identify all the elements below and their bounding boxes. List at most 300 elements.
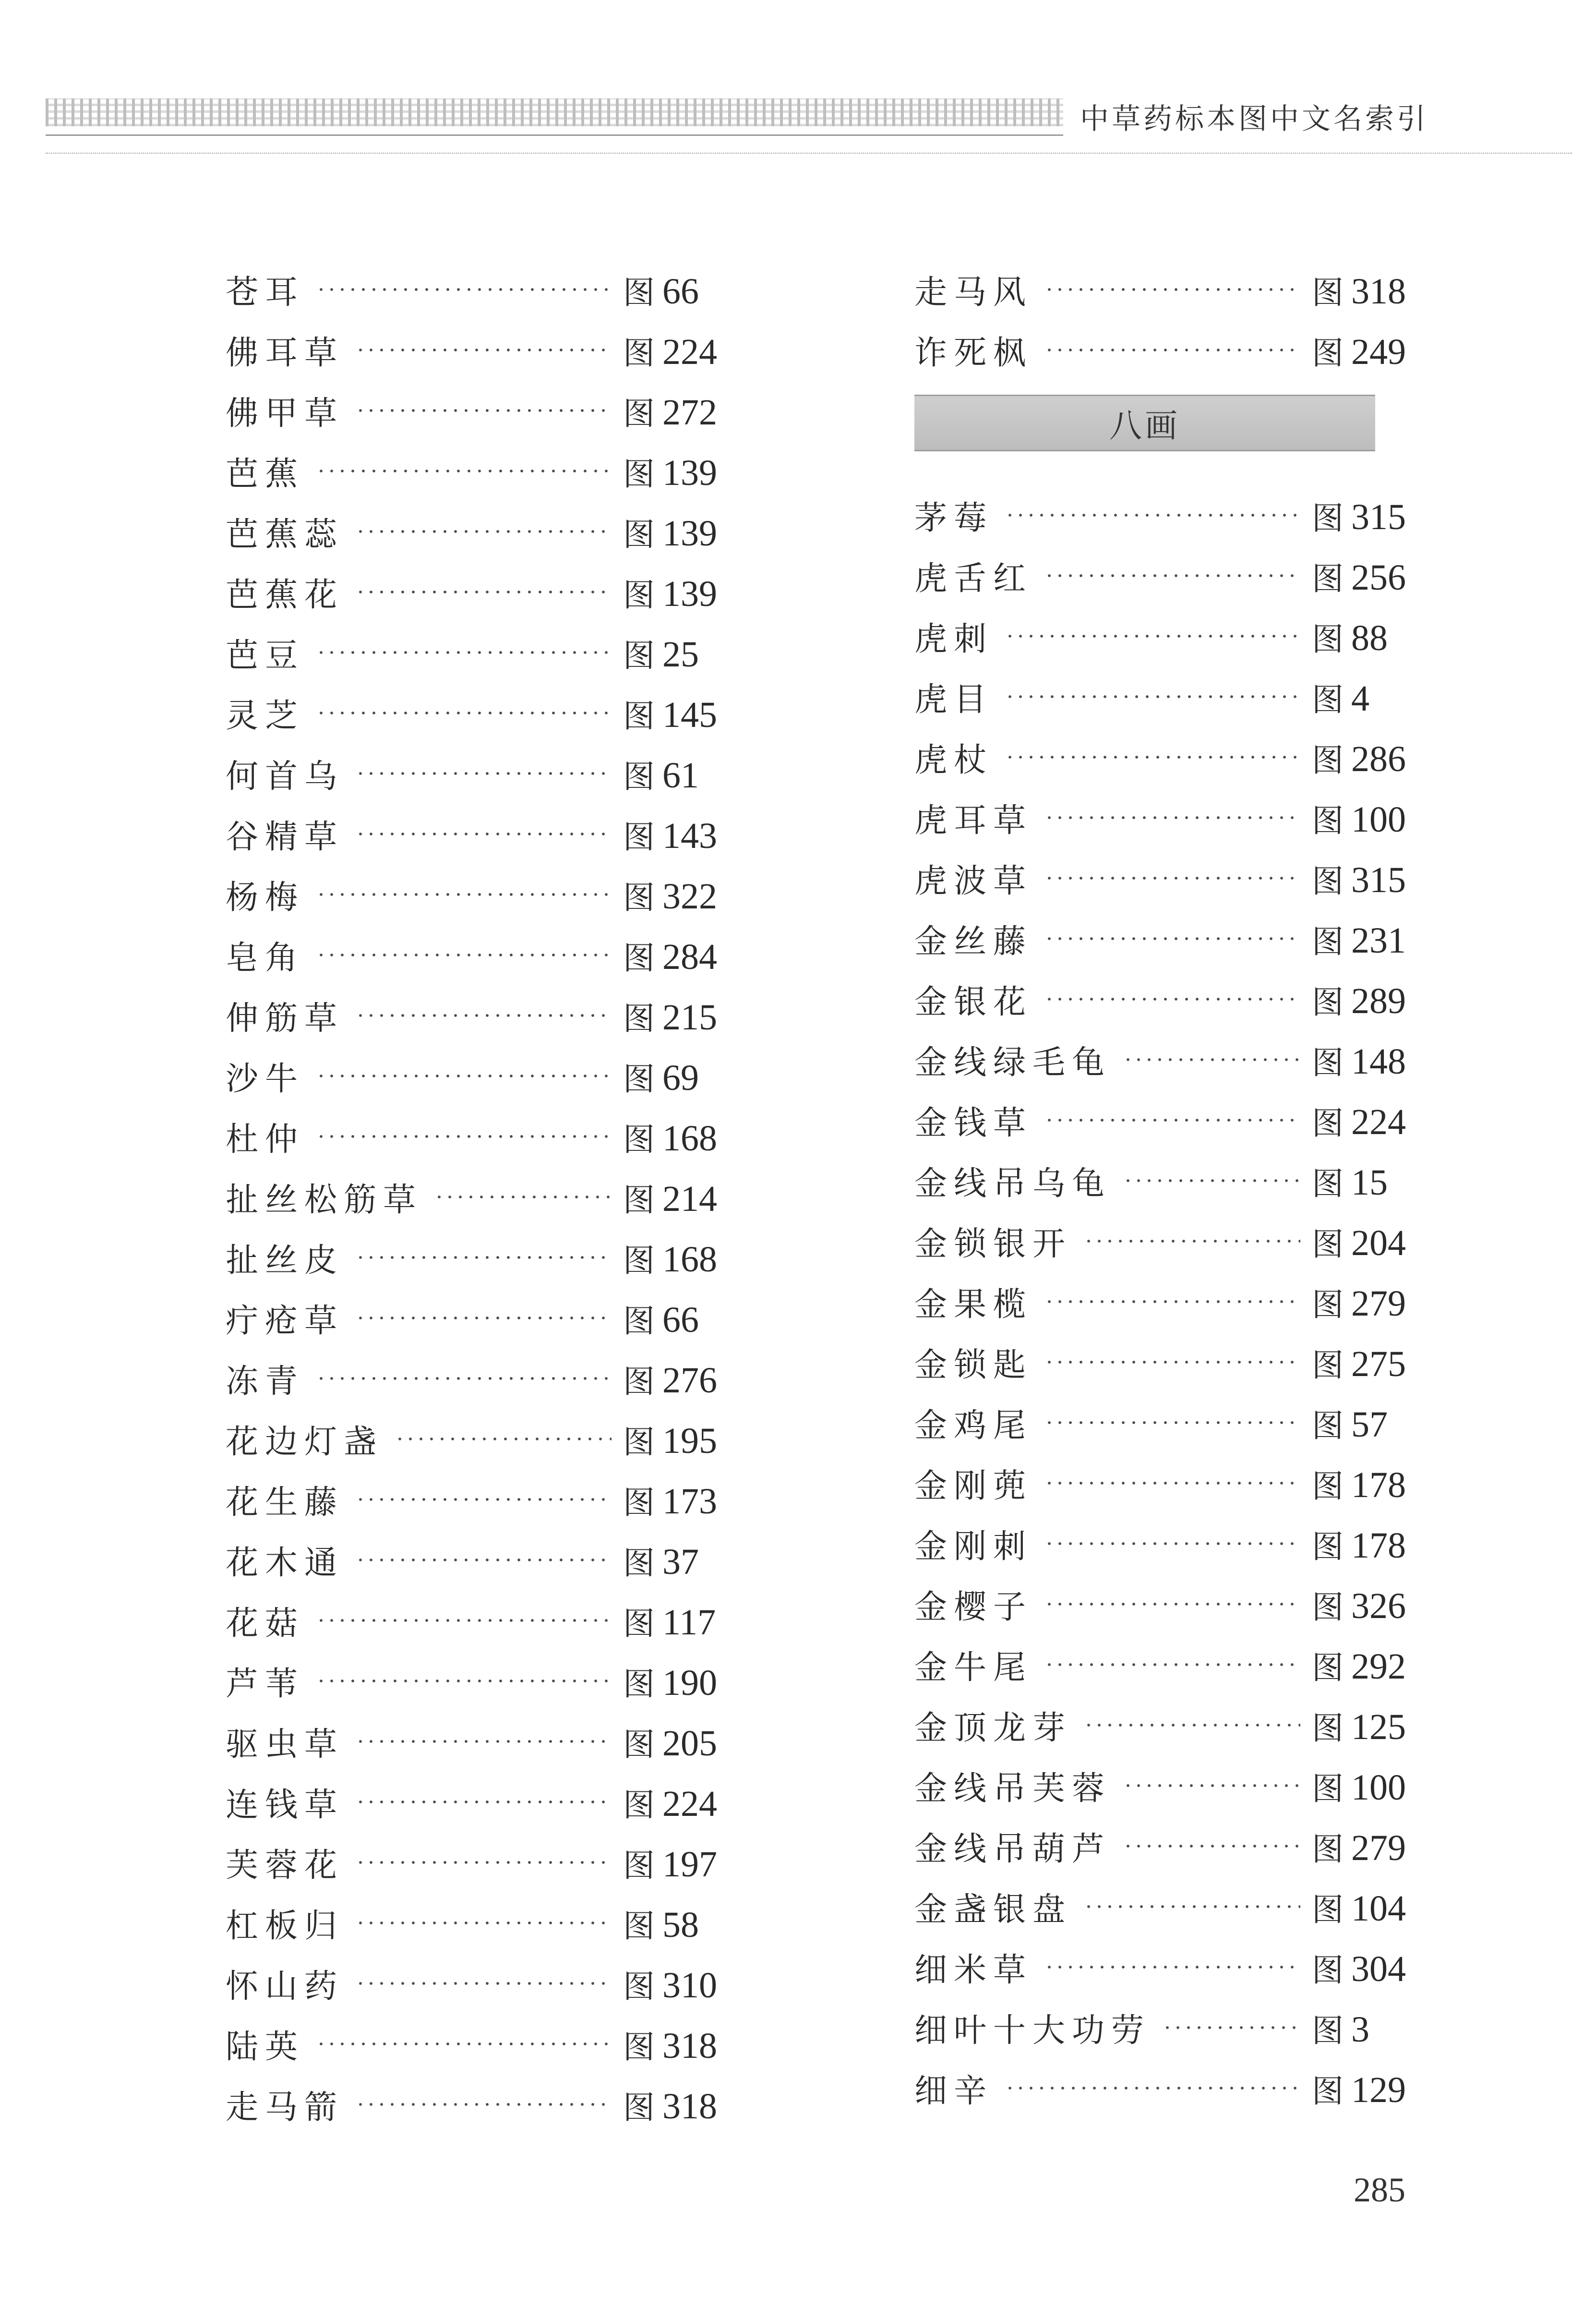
dot-leader xyxy=(1123,1179,1300,1182)
figure-prefix: 图 xyxy=(1312,2012,1344,2049)
entry-name: 细叶十大功劳 xyxy=(914,2011,1151,2050)
figure-prefix: 图 xyxy=(623,697,655,735)
figure-reference xyxy=(1312,1582,1414,1627)
entry-list xyxy=(914,485,1414,2118)
index-entry xyxy=(226,1893,725,1953)
dot-leader xyxy=(1044,574,1300,577)
figure-number: 315 xyxy=(1351,859,1406,900)
index-entry xyxy=(226,2074,725,2135)
figure-number: 197 xyxy=(662,1844,717,1885)
entry-name: 金线吊芙蓉 xyxy=(914,1769,1112,1808)
index-entry xyxy=(226,743,725,804)
dot-leader xyxy=(1044,877,1300,880)
index-entry xyxy=(226,1348,725,1409)
figure-prefix: 图 xyxy=(1312,1528,1344,1565)
dot-leader xyxy=(355,1559,612,1561)
dot-leader xyxy=(355,1740,612,1743)
index-entry xyxy=(914,1453,1414,1513)
figure-number: 231 xyxy=(1351,920,1406,961)
figure-prefix: 图 xyxy=(1312,862,1344,900)
figure-number: 15 xyxy=(1351,1162,1388,1203)
figure-reference xyxy=(1312,1945,1414,1990)
entry-name: 细米草 xyxy=(914,1951,1033,1989)
figure-number: 168 xyxy=(662,1239,717,1280)
figure-prefix: 图 xyxy=(1312,1286,1344,1323)
figure-number: 279 xyxy=(1351,1827,1406,1868)
index-entry xyxy=(914,1937,1414,1997)
index-entry xyxy=(226,1530,725,1590)
index-entry xyxy=(914,1755,1414,1816)
entry-name: 扯丝皮 xyxy=(226,1241,344,1280)
figure-number: 100 xyxy=(1351,799,1406,840)
figure-prefix: 图 xyxy=(623,1242,655,1279)
index-entry xyxy=(914,259,1414,320)
figure-reference xyxy=(1312,735,1414,780)
entry-name: 芭蕉 xyxy=(226,455,305,493)
dot-leader xyxy=(316,651,612,654)
figure-prefix: 图 xyxy=(1312,1225,1344,1263)
figure-prefix: 图 xyxy=(1312,1709,1344,1747)
figure-prefix: 图 xyxy=(623,576,655,614)
figure-number: 284 xyxy=(662,936,717,977)
page-number: 285 xyxy=(1354,2171,1405,2209)
figure-prefix: 图 xyxy=(623,1484,655,1521)
figure-reference xyxy=(623,2082,725,2127)
dot-leader xyxy=(1083,1905,1300,1908)
index-entry xyxy=(914,1695,1414,1755)
figure-number: 256 xyxy=(1351,557,1406,598)
dot-leader xyxy=(1083,1240,1300,1243)
figure-number: 100 xyxy=(1351,1767,1406,1808)
figure-prefix: 图 xyxy=(1312,1830,1344,1868)
figure-prefix: 图 xyxy=(623,1847,655,1884)
entry-name: 佛甲草 xyxy=(226,394,344,433)
dot-leader xyxy=(434,1196,612,1198)
figure-number: 224 xyxy=(662,1783,717,1824)
dot-leader xyxy=(1044,937,1300,940)
figure-reference xyxy=(1312,2005,1414,2051)
figure-number: 58 xyxy=(662,1904,699,1945)
figure-number: 204 xyxy=(1351,1222,1406,1263)
figure-prefix: 图 xyxy=(623,2028,655,2066)
figure-number: 173 xyxy=(662,1481,717,1522)
index-entry xyxy=(226,1953,725,2014)
entry-name: 疔疮草 xyxy=(226,1302,344,1340)
figure-prefix: 图 xyxy=(623,1605,655,1642)
entry-name: 扯丝松筋草 xyxy=(226,1181,423,1219)
entry-name: 虎舌红 xyxy=(914,559,1033,598)
entry-name: 芭豆 xyxy=(226,636,305,675)
index-entry xyxy=(914,320,1414,380)
dot-leader xyxy=(355,1800,612,1803)
figure-prefix: 图 xyxy=(623,274,655,311)
dot-leader xyxy=(316,893,612,896)
entry-name: 金牛尾 xyxy=(914,1648,1033,1687)
figure-prefix: 图 xyxy=(623,1907,655,1945)
figure-number: 289 xyxy=(1351,980,1406,1021)
figure-reference xyxy=(623,1961,725,2006)
figure-number: 249 xyxy=(1351,331,1406,372)
figure-prefix: 图 xyxy=(1312,1467,1344,1505)
entry-name: 冻青 xyxy=(226,1362,305,1401)
figure-prefix: 图 xyxy=(1312,1165,1344,1202)
dot-leader xyxy=(316,1135,612,1138)
figure-reference xyxy=(623,1416,725,1462)
figure-number: 69 xyxy=(662,1057,699,1098)
figure-number: 279 xyxy=(1351,1283,1406,1324)
figure-prefix: 图 xyxy=(1312,560,1344,597)
entry-name: 走马箭 xyxy=(226,2088,344,2127)
dot-leader xyxy=(316,712,612,714)
figure-prefix: 图 xyxy=(1312,681,1344,718)
entry-name: 虎波草 xyxy=(914,862,1033,900)
figure-prefix: 图 xyxy=(623,395,655,432)
index-entry xyxy=(226,1106,725,1167)
index-entry xyxy=(914,1150,1414,1211)
figure-reference xyxy=(623,690,725,736)
figure-number: 61 xyxy=(662,755,699,796)
figure-number: 292 xyxy=(1351,1646,1406,1687)
index-entry xyxy=(914,969,1414,1029)
entry-name: 苍耳 xyxy=(226,273,305,312)
entry-name: 怀山药 xyxy=(226,1967,344,2006)
figure-reference xyxy=(1312,1037,1414,1083)
running-title: 中草药标本图中文名索引 xyxy=(1080,102,1428,136)
figure-reference xyxy=(623,1537,725,1583)
entry-name: 金盏银盘 xyxy=(914,1890,1072,1929)
figure-reference xyxy=(1312,1884,1414,1930)
dot-leader xyxy=(355,591,612,593)
dot-leader xyxy=(1083,1724,1300,1727)
figure-reference xyxy=(1312,977,1414,1022)
figure-reference xyxy=(623,388,725,434)
figure-reference xyxy=(1312,1521,1414,1567)
entry-name: 花边灯盏 xyxy=(226,1423,384,1461)
figure-number: 178 xyxy=(1351,1525,1406,1566)
figure-reference xyxy=(623,1900,725,1946)
header-rule xyxy=(46,134,1063,136)
figure-prefix: 图 xyxy=(1312,620,1344,658)
dot-leader xyxy=(316,1680,612,1682)
figure-number: 322 xyxy=(662,876,717,917)
figure-reference xyxy=(623,1356,725,1402)
figure-reference xyxy=(1312,1824,1414,1869)
figure-reference xyxy=(623,932,725,978)
figure-prefix: 图 xyxy=(1312,1346,1344,1384)
figure-number: 104 xyxy=(1351,1888,1406,1929)
figure-reference xyxy=(1312,1703,1414,1748)
figure-number: 315 xyxy=(1351,496,1406,537)
entry-list xyxy=(226,259,725,2135)
index-entry xyxy=(226,562,725,622)
index-entry xyxy=(914,1876,1414,1937)
dot-leader xyxy=(355,2103,612,2106)
figure-reference xyxy=(1312,493,1414,538)
index-entry xyxy=(914,1211,1414,1271)
dot-leader xyxy=(1044,1361,1300,1364)
entry-name: 金线吊乌龟 xyxy=(914,1164,1112,1203)
figure-number: 215 xyxy=(662,997,717,1038)
index-entry xyxy=(226,1409,725,1469)
figure-prefix: 图 xyxy=(623,1786,655,1824)
dot-leader xyxy=(1044,1966,1300,1969)
dot-leader xyxy=(1123,1784,1300,1787)
figure-number: 57 xyxy=(1351,1404,1388,1445)
figure-prefix: 图 xyxy=(1312,1588,1344,1626)
figure-prefix: 图 xyxy=(623,1423,655,1461)
entry-name: 连钱草 xyxy=(226,1786,344,1824)
entry-name: 灵芝 xyxy=(226,697,305,735)
figure-reference xyxy=(623,1053,725,1099)
entry-name: 何首乌 xyxy=(226,757,344,796)
index-entry xyxy=(914,848,1414,908)
figure-prefix: 图 xyxy=(623,1968,655,2005)
figure-reference xyxy=(1312,2066,1414,2111)
index-entry xyxy=(914,666,1414,727)
figure-number: 224 xyxy=(1351,1101,1406,1142)
figure-prefix: 图 xyxy=(623,1665,655,1703)
entry-name: 金丝藤 xyxy=(914,922,1033,961)
index-entry xyxy=(226,683,725,743)
index-entry xyxy=(226,1651,725,1711)
figure-number: 37 xyxy=(662,1541,699,1582)
entry-name: 沙牛 xyxy=(226,1060,305,1098)
index-entry xyxy=(226,441,725,501)
figure-number: 148 xyxy=(1351,1041,1406,1082)
entry-name: 杜仲 xyxy=(226,1120,305,1159)
dot-leader xyxy=(1123,1845,1300,1848)
figure-prefix: 图 xyxy=(1312,1951,1344,1989)
figure-reference xyxy=(623,993,725,1039)
entry-name: 茅莓 xyxy=(914,499,994,537)
entry-name: 金线吊葫芦 xyxy=(914,1830,1112,1868)
entry-name: 金锁银开 xyxy=(914,1225,1072,1263)
figure-prefix: 图 xyxy=(623,1000,655,1037)
figure-prefix: 图 xyxy=(1312,802,1344,839)
dot-leader xyxy=(316,288,612,291)
figure-prefix: 图 xyxy=(623,1363,655,1400)
entry-name: 金樱子 xyxy=(914,1588,1033,1626)
index-entry xyxy=(226,804,725,864)
index-entry xyxy=(914,545,1414,606)
figure-reference xyxy=(623,1719,725,1764)
figure-number: 304 xyxy=(1351,1948,1406,1989)
index-entry xyxy=(914,1513,1414,1574)
index-entry xyxy=(914,727,1414,787)
index-entry xyxy=(914,1271,1414,1332)
figure-prefix: 图 xyxy=(1312,1407,1344,1444)
figure-number: 139 xyxy=(662,452,717,493)
figure-prefix: 图 xyxy=(623,1060,655,1098)
dot-leader xyxy=(355,1498,612,1501)
index-entry xyxy=(914,1574,1414,1634)
figure-reference xyxy=(1312,614,1414,659)
index-entry xyxy=(914,1816,1414,1876)
figure-reference xyxy=(623,267,725,313)
entry-name: 金顶龙芽 xyxy=(914,1709,1072,1747)
entry-name: 虎刺 xyxy=(914,620,994,658)
figure-prefix: 图 xyxy=(623,939,655,977)
index-entry xyxy=(226,501,725,562)
figure-reference xyxy=(1312,795,1414,841)
figure-number: 168 xyxy=(662,1118,717,1159)
figure-prefix: 图 xyxy=(623,818,655,856)
dot-leader xyxy=(355,1982,612,1985)
dot-leader xyxy=(1162,2026,1300,2029)
figure-prefix: 图 xyxy=(623,455,655,493)
page-header xyxy=(0,0,1596,163)
index-entry xyxy=(914,1332,1414,1392)
figure-prefix: 图 xyxy=(1312,1104,1344,1142)
index-entry xyxy=(226,1772,725,1832)
figure-number: 214 xyxy=(662,1178,717,1219)
figure-reference xyxy=(1312,1279,1414,1325)
figure-number: 3 xyxy=(1351,2009,1369,2050)
entry-name: 杠板归 xyxy=(226,1907,344,1945)
index-entry xyxy=(914,2058,1414,2118)
index-entry xyxy=(226,864,725,925)
figure-reference xyxy=(623,1658,725,1704)
dot-leader xyxy=(1005,2087,1300,2090)
entry-name: 走马风 xyxy=(914,273,1033,312)
dot-leader xyxy=(355,772,612,775)
figure-reference xyxy=(623,872,725,918)
index-entry xyxy=(226,1227,725,1288)
figure-prefix: 图 xyxy=(623,879,655,916)
entry-name: 虎杖 xyxy=(914,741,994,779)
figure-reference xyxy=(623,1295,725,1341)
dot-leader xyxy=(316,954,612,956)
figure-prefix: 图 xyxy=(623,637,655,674)
dot-leader xyxy=(1044,816,1300,819)
dot-leader xyxy=(355,1861,612,1864)
dot-leader xyxy=(1005,695,1300,698)
figure-reference xyxy=(623,751,725,797)
index-entry xyxy=(914,1029,1414,1090)
entry-name: 花菇 xyxy=(226,1604,305,1643)
dot-leader xyxy=(1044,1482,1300,1485)
dot-leader xyxy=(355,1014,612,1017)
dot-leader xyxy=(1044,998,1300,1001)
index-entry xyxy=(226,1711,725,1772)
entry-name: 诈死枫 xyxy=(914,334,1033,372)
figure-number: 143 xyxy=(662,815,717,856)
index-entry xyxy=(226,320,725,380)
dot-leader xyxy=(1044,1119,1300,1122)
entry-name: 伸筋草 xyxy=(226,999,344,1038)
dot-leader xyxy=(395,1438,612,1440)
index-entry xyxy=(914,485,1414,545)
dot-leader xyxy=(1044,1663,1300,1666)
entry-name: 芭蕉花 xyxy=(226,576,344,614)
figure-reference xyxy=(1312,1158,1414,1204)
dot-leader xyxy=(1044,349,1300,351)
figure-prefix: 图 xyxy=(1312,923,1344,960)
figure-prefix: 图 xyxy=(1312,499,1344,537)
index-column-right xyxy=(914,259,1414,2118)
entry-name: 佛耳草 xyxy=(226,334,344,372)
figure-prefix: 图 xyxy=(623,516,655,553)
index-entry xyxy=(226,1167,725,1227)
dot-leader xyxy=(316,1377,612,1380)
figure-prefix: 图 xyxy=(623,2089,655,2126)
entry-name: 金锁匙 xyxy=(914,1346,1033,1384)
entry-name: 金刚蔸 xyxy=(914,1467,1033,1505)
figure-number: 318 xyxy=(662,2025,717,2066)
entry-name: 杨梅 xyxy=(226,878,305,917)
figure-reference xyxy=(1312,1642,1414,1688)
index-entry xyxy=(914,787,1414,848)
figure-prefix: 图 xyxy=(623,1726,655,1763)
figure-number: 129 xyxy=(1351,2069,1406,2110)
figure-prefix: 图 xyxy=(623,1544,655,1582)
dot-leader xyxy=(1044,1421,1300,1424)
figure-reference xyxy=(623,1477,725,1523)
figure-number: 117 xyxy=(662,1602,716,1643)
figure-prefix: 图 xyxy=(1312,1770,1344,1807)
figure-reference xyxy=(623,509,725,555)
dot-leader xyxy=(355,833,612,835)
figure-number: 276 xyxy=(662,1360,717,1401)
figure-reference xyxy=(1312,1219,1414,1264)
figure-reference xyxy=(623,1114,725,1160)
figure-reference xyxy=(623,630,725,676)
figure-number: 310 xyxy=(662,1965,717,2006)
figure-number: 88 xyxy=(1351,617,1388,658)
dot-leader xyxy=(316,470,612,472)
entry-name: 金银花 xyxy=(914,983,1033,1021)
figure-number: 275 xyxy=(1351,1343,1406,1384)
figure-reference xyxy=(1312,1763,1414,1809)
entry-name: 花木通 xyxy=(226,1544,344,1582)
figure-prefix: 图 xyxy=(1312,741,1344,779)
dot-leader xyxy=(1123,1058,1300,1061)
index-entry xyxy=(226,622,725,683)
figure-reference xyxy=(1312,856,1414,901)
dot-leader xyxy=(316,1619,612,1622)
figure-number: 139 xyxy=(662,573,717,614)
figure-number: 272 xyxy=(662,392,717,433)
dot-leader xyxy=(355,530,612,533)
figure-reference xyxy=(1312,553,1414,599)
figure-prefix: 图 xyxy=(623,1181,655,1219)
index-entry xyxy=(914,908,1414,969)
dot-leader xyxy=(1044,288,1300,291)
dot-leader xyxy=(355,349,612,351)
index-entry xyxy=(226,1469,725,1530)
entry-name: 金线绿毛龟 xyxy=(914,1043,1112,1082)
figure-prefix: 图 xyxy=(1312,1649,1344,1686)
figure-reference xyxy=(623,1598,725,1643)
entry-name: 芙蓉花 xyxy=(226,1846,344,1885)
entry-name: 金刚刺 xyxy=(914,1527,1033,1566)
header-dotted-rule xyxy=(46,153,1572,154)
figure-reference xyxy=(623,2021,725,2067)
dot-leader xyxy=(355,409,612,412)
figure-number: 4 xyxy=(1351,678,1369,719)
figure-reference xyxy=(1312,674,1414,720)
figure-number: 195 xyxy=(662,1420,717,1461)
index-entry xyxy=(226,380,725,441)
figure-prefix: 图 xyxy=(1312,983,1344,1021)
dot-leader xyxy=(1044,1300,1300,1303)
index-entry xyxy=(914,606,1414,666)
index-entry xyxy=(226,2014,725,2074)
entry-name: 花生藤 xyxy=(226,1483,344,1522)
index-entry xyxy=(914,1634,1414,1695)
figure-reference xyxy=(623,811,725,857)
figure-prefix: 图 xyxy=(1312,1891,1344,1928)
